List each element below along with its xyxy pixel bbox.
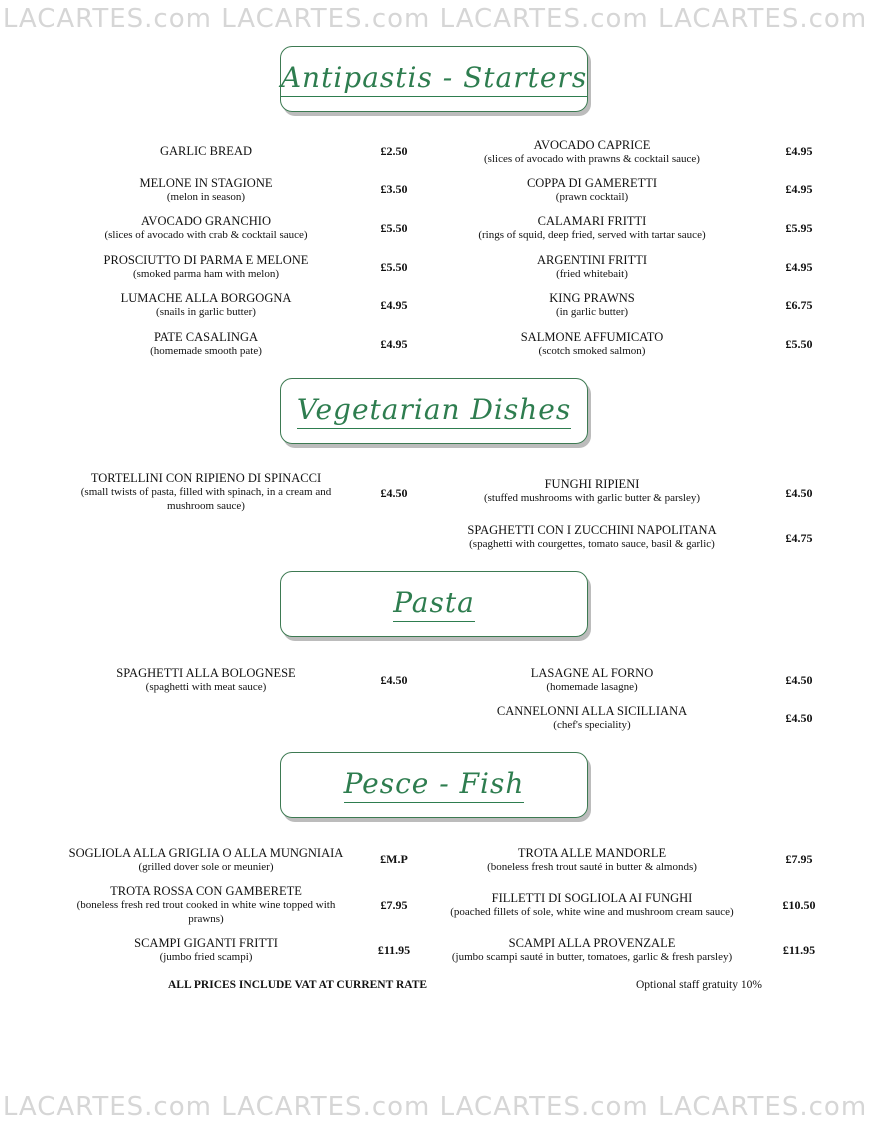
fish-banner xyxy=(280,752,588,818)
item-description: (poached fillets of sole, white wine and mushroom cream sauce) xyxy=(450,906,734,918)
menu-item xyxy=(440,176,744,204)
item-price: £3.50 xyxy=(380,182,408,196)
menu-item xyxy=(440,253,744,281)
item-price: £5.50 xyxy=(380,221,408,235)
menu-item xyxy=(440,291,744,319)
item-price: £4.50 xyxy=(785,486,813,500)
item-name: PATE CASALINGA xyxy=(153,330,259,344)
pasta-banner xyxy=(280,571,588,637)
menu-item xyxy=(60,214,352,242)
menu-item xyxy=(440,477,744,505)
item-price: £5.95 xyxy=(785,221,813,235)
item-price: £4.95 xyxy=(785,182,813,196)
item-description: (chef's speciality) xyxy=(553,719,631,731)
item-description: (jumbo scampi sauté in butter, tomatoes, garlic & fresh parsley) xyxy=(451,951,733,963)
item-name: FUNGHI RIPIENI xyxy=(544,477,640,491)
item-description: (scotch smoked salmon) xyxy=(538,345,646,357)
menu-item xyxy=(440,891,744,919)
item-name: SOGLIOLA ALLA GRIGLIA O ALLA MUNGNIAIA xyxy=(68,846,344,860)
item-description: (snails in garlic butter) xyxy=(156,306,256,318)
menu-item xyxy=(60,291,352,319)
item-description: (small twists of pasta, filled with spinach, in a cream and mushroom sauce) xyxy=(80,486,332,512)
item-name: LUMACHE ALLA BORGOGNA xyxy=(120,291,292,305)
item-name: TROTA ROSSA CON GAMBERETE xyxy=(110,884,302,898)
item-description: (grilled dover sole or meunier) xyxy=(138,861,274,873)
item-description: (rings of squid, deep fried, served with tartar sauce) xyxy=(478,229,706,241)
item-price: £4.50 xyxy=(785,711,813,725)
menu-item xyxy=(440,214,744,242)
menu-item xyxy=(60,330,352,358)
item-description: (boneless fresh red trout cooked in white wine topped with prawns) xyxy=(76,899,336,925)
menu-item xyxy=(440,704,744,732)
item-price: £4.50 xyxy=(380,486,408,500)
menu-item xyxy=(60,176,352,204)
menu-item xyxy=(440,666,744,694)
item-price: £4.75 xyxy=(785,531,813,545)
item-price: £4.95 xyxy=(785,260,813,274)
menu-item xyxy=(440,846,744,874)
menu-item xyxy=(440,330,744,358)
item-name: FILLETTI DI SOGLIOLA AI FUNGHI xyxy=(491,891,693,905)
menu-item xyxy=(60,666,352,694)
menu-item xyxy=(440,936,744,964)
starters-banner xyxy=(280,46,588,112)
item-price: £4.95 xyxy=(785,144,813,158)
starters-title: Antipastis - Starters xyxy=(281,61,587,97)
item-name: MELONE IN STAGIONE xyxy=(139,176,273,190)
item-name: GARLIC BREAD xyxy=(159,144,253,158)
item-price: £5.50 xyxy=(380,260,408,274)
item-price: £11.95 xyxy=(377,943,411,957)
item-name: SCAMPI GIGANTI FRITTI xyxy=(134,936,278,950)
fish-title: Pesce - Fish xyxy=(344,767,525,803)
item-name: COPPA DI GAMERETTI xyxy=(526,176,658,190)
item-name: PROSCIUTTO DI PARMA E MELONE xyxy=(103,253,309,267)
item-name: CANNELONNI ALLA SICILLIANA xyxy=(496,704,688,718)
item-price: £2.50 xyxy=(380,144,408,158)
item-description: (fried whitebait) xyxy=(556,268,628,280)
item-description: (spaghetti with courgettes, tomato sauce, basil & garlic) xyxy=(469,538,715,550)
menu-item xyxy=(60,846,352,874)
item-price: £4.50 xyxy=(380,673,408,687)
item-price: £5.50 xyxy=(785,337,813,351)
menu-item xyxy=(60,884,352,926)
item-name: TORTELLINI CON RIPIENO DI SPINACCI xyxy=(90,471,322,485)
menu-item xyxy=(60,144,352,158)
vat-note: ALL PRICES INCLUDE VAT AT CURRENT RATE xyxy=(168,979,428,991)
item-price: £M.P xyxy=(380,852,408,866)
item-price: £6.75 xyxy=(785,298,813,312)
menu-item xyxy=(440,523,744,551)
item-price: £10.50 xyxy=(782,898,816,912)
item-name: SPAGHETTI CON I ZUCCHINI NAPOLITANA xyxy=(467,523,717,537)
item-price: £4.95 xyxy=(380,337,408,351)
item-name: TROTA ALLE MANDORLE xyxy=(517,846,667,860)
gratuity-note: Optional staff gratuity 10% xyxy=(636,979,762,991)
item-name: ARGENTINI FRITTI xyxy=(536,253,648,267)
watermark-top: LACARTES.com LACARTES.com LACARTES.com LACARTES.com xyxy=(2,4,868,34)
vegetarian-banner xyxy=(280,378,588,444)
item-name: AVOCADO GRANCHIO xyxy=(141,214,271,228)
item-price: £7.95 xyxy=(380,898,408,912)
menu-item xyxy=(440,138,744,166)
menu-item xyxy=(60,936,352,964)
menu-item xyxy=(60,471,352,513)
pasta-title: Pasta xyxy=(393,586,475,622)
vegetarian-title: Vegetarian Dishes xyxy=(297,393,571,429)
item-name: AVOCADO CAPRICE xyxy=(533,138,651,152)
menu-item xyxy=(60,253,352,281)
item-name: KING PRAWNS xyxy=(549,291,635,305)
item-description: (smoked parma ham with melon) xyxy=(132,268,280,280)
item-description: (homemade lasagne) xyxy=(546,681,638,693)
item-name: SPAGHETTI ALLA BOLOGNESE xyxy=(116,666,296,680)
item-price: £7.95 xyxy=(785,852,813,866)
item-description: (slices of avocado with crab & cocktail sauce) xyxy=(104,229,308,241)
item-price: £4.95 xyxy=(380,298,408,312)
item-name: SALMONE AFFUMICATO xyxy=(520,330,664,344)
item-name: LASAGNE AL FORNO xyxy=(530,666,654,680)
item-description: (slices of avocado with prawns & cocktail sauce) xyxy=(484,153,700,165)
item-description: (stuffed mushrooms with garlic butter & parsley) xyxy=(483,492,701,504)
item-description: (in garlic butter) xyxy=(555,306,629,318)
item-description: (jumbo fried scampi) xyxy=(159,951,253,963)
item-price: £11.95 xyxy=(782,943,816,957)
item-description: (homemade smooth pate) xyxy=(150,345,262,357)
item-description: (prawn cocktail) xyxy=(555,191,629,203)
item-name: SCAMPI ALLA PROVENZALE xyxy=(508,936,676,950)
item-description: (boneless fresh trout sauté in butter & almonds) xyxy=(487,861,697,873)
watermark-bottom: LACARTES.com LACARTES.com LACARTES.com LACARTES.com xyxy=(2,1092,868,1122)
item-name: CALAMARI FRITTI xyxy=(537,214,647,228)
item-description: (melon in season) xyxy=(166,191,246,203)
item-description: (spaghetti with meat sauce) xyxy=(145,681,267,693)
item-price: £4.50 xyxy=(785,673,813,687)
